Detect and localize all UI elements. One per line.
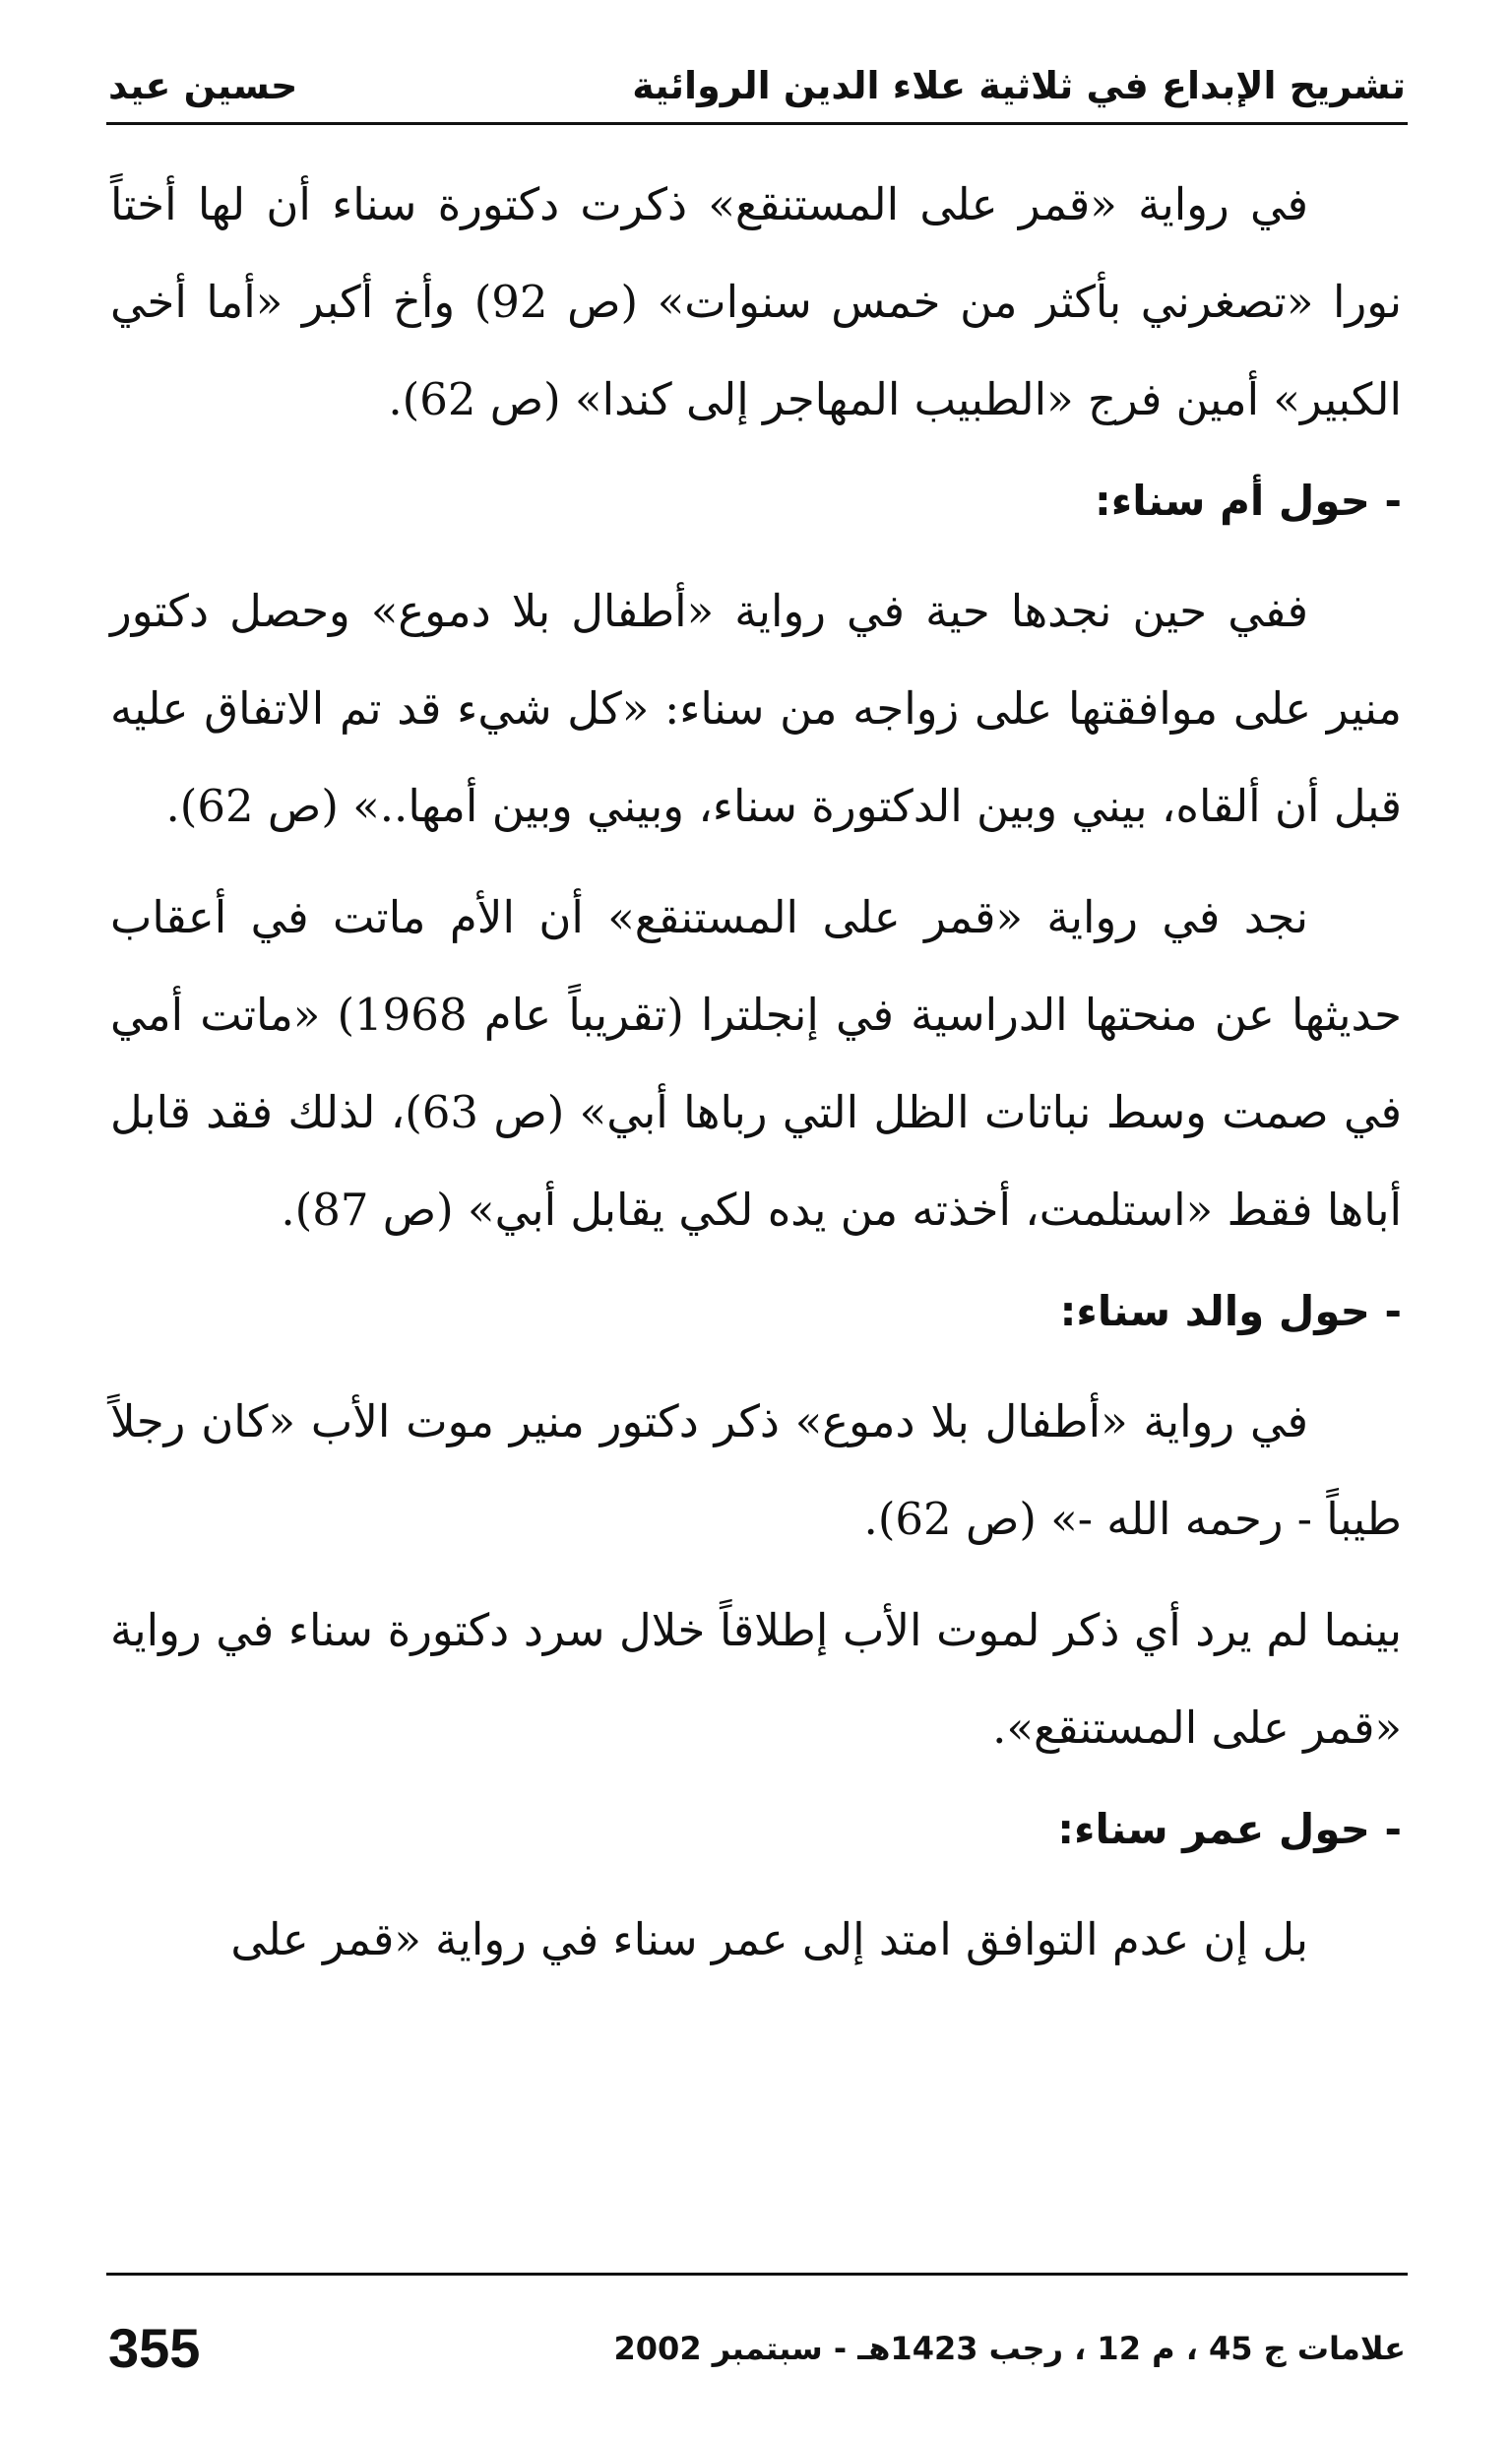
page-number: 355 bbox=[108, 2317, 201, 2379]
section-heading-father: - حول والد سناء: bbox=[1059, 1287, 1402, 1335]
journal-issue-info: علامات ج 45 ، م 12 ، رجب 1423هـ - سبتمبر 2002 bbox=[613, 2330, 1406, 2367]
paragraph-3: نجد في رواية «قمر على المستنقع» أن الأم ماتت في أعقاب حديثها عن منحتها الدراسية في إنجلترا (تقريباً عام 1968) «ماتت أمي في صمت وسط نباتات الظل التي رباها أبي» (ص 63)، لذلك فقد قابل أباها فقط «استلمت، أخذته من يده لكي يقابل أبي» (ص 87). bbox=[110, 891, 1402, 1236]
paragraph-4: في رواية «أطفال بلا دموع» ذكر دكتور منير موت الأب «كان رجلاً طيباً - رحمه الله -» (ص 62). bbox=[110, 1395, 1402, 1545]
paragraph-1: في رواية «قمر على المستنقع» ذكرت دكتورة سناء أن لها أختاً نورا «تصغرني بأكثر من خمس سنوات» (ص 92) وأخ أكبر «أما أخي الكبير» أمين فرج «الطبيب المهاجر إلى كندا» (ص 62). bbox=[110, 178, 1402, 425]
header-book-title: تشريح الإبداع في ثلاثية علاء الدين الروائية bbox=[632, 64, 1406, 107]
header-author: حسين عيد bbox=[108, 64, 298, 107]
paragraph-2: ففي حين نجدها حية في رواية «أطفال بلا دموع» وحصل دكتور منير على موافقتها على زواجه من سناء: «كل شيء قد تم الاتفاق عليه قبل أن ألقاه، بيني وبين الدكتورة سناء، وبيني وبين أمها..» (ص 62). bbox=[110, 585, 1402, 832]
running-footer bbox=[108, 2314, 1406, 2383]
paragraph-5: بينما لم يرد أي ذكر لموت الأب إطلاقاً خلال سرد دكتورة سناء في رواية «قمر على المستنقع». bbox=[110, 1604, 1402, 1754]
footer-divider bbox=[106, 2273, 1408, 2276]
body-text bbox=[110, 156, 1402, 2002]
section-heading-mother: - حول أم سناء: bbox=[1094, 477, 1402, 525]
running-header bbox=[108, 51, 1406, 120]
header-divider bbox=[106, 122, 1408, 125]
section-heading-age: - حول عمر سناء: bbox=[1057, 1805, 1402, 1853]
paragraph-6: بل إن عدم التوافق امتد إلى عمر سناء في رواية «قمر على bbox=[230, 1913, 1308, 1965]
